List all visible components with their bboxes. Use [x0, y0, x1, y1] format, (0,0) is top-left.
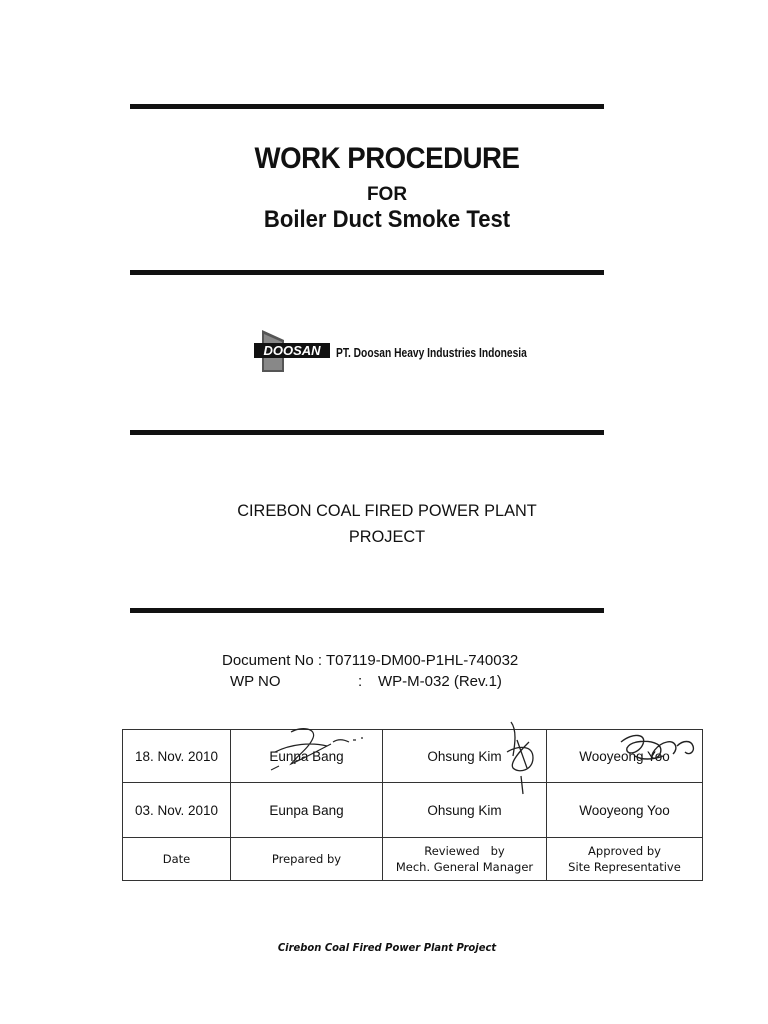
document-title: WORK PROCEDURE [254, 142, 520, 175]
header-prepared: Prepared by [231, 838, 383, 881]
rev-date: 18. Nov. 2010 [123, 730, 231, 783]
title-for-label: FOR [366, 184, 408, 205]
rev-date: 03. Nov. 2010 [123, 783, 231, 838]
document-subtitle: Boiler Duct Smoke Test [263, 206, 511, 233]
header-date: Date [123, 838, 231, 881]
prepared-cell [231, 730, 383, 783]
reviewed-cell [383, 730, 547, 783]
approved-name: Wooyeong Yoo [547, 783, 703, 838]
wp-number-row [222, 671, 518, 692]
top-rule [130, 104, 604, 109]
table-row [123, 783, 703, 838]
project-line-2: PROJECT [348, 527, 426, 546]
prepared-name: Eunpa Bang [269, 748, 344, 764]
reviewed-name: Ohsung Kim [383, 783, 547, 838]
approved-cell [547, 730, 703, 783]
wp-value: WP-M-032 (Rev.1) [378, 673, 502, 690]
wp-label: WP NO [230, 673, 281, 690]
doosan-logo-mark [254, 326, 330, 376]
header-approved-line1: Approved by [588, 844, 661, 858]
rule-below-title [130, 270, 604, 275]
page-footer: Cirebon Coal Fired Power Plant Project [277, 942, 497, 954]
header-approved-line2: Site Representative [568, 860, 681, 874]
header-reviewed-line1: Reviewed by [424, 844, 505, 858]
company-name: PT. Doosan Heavy Industries Indonesia [336, 346, 527, 360]
table-header-row [123, 838, 703, 881]
prepared-name: Eunpa Bang [231, 783, 383, 838]
document-info [222, 650, 518, 692]
header-reviewed [383, 838, 547, 881]
header-approved [547, 838, 703, 881]
project-line-1: CIREBON COAL FIRED POWER PLANT [237, 501, 537, 520]
wp-colon: : [358, 673, 363, 690]
document-number: Document No : T07119-DM00-P1HL-740032 [222, 652, 519, 669]
reviewed-name: Ohsung Kim [427, 748, 502, 764]
table-row [123, 730, 703, 783]
header-reviewed-line2: Mech. General Manager [395, 860, 534, 874]
approved-name: Wooyeong Yoo [579, 748, 670, 764]
doosan-logo-icon [254, 326, 330, 376]
company-logo [254, 326, 569, 376]
project-title [140, 498, 633, 550]
revision-table [122, 729, 703, 881]
logo-brand-text: DOOSAN [263, 343, 321, 358]
rule-below-project [130, 608, 604, 613]
rule-below-logo [130, 430, 604, 435]
